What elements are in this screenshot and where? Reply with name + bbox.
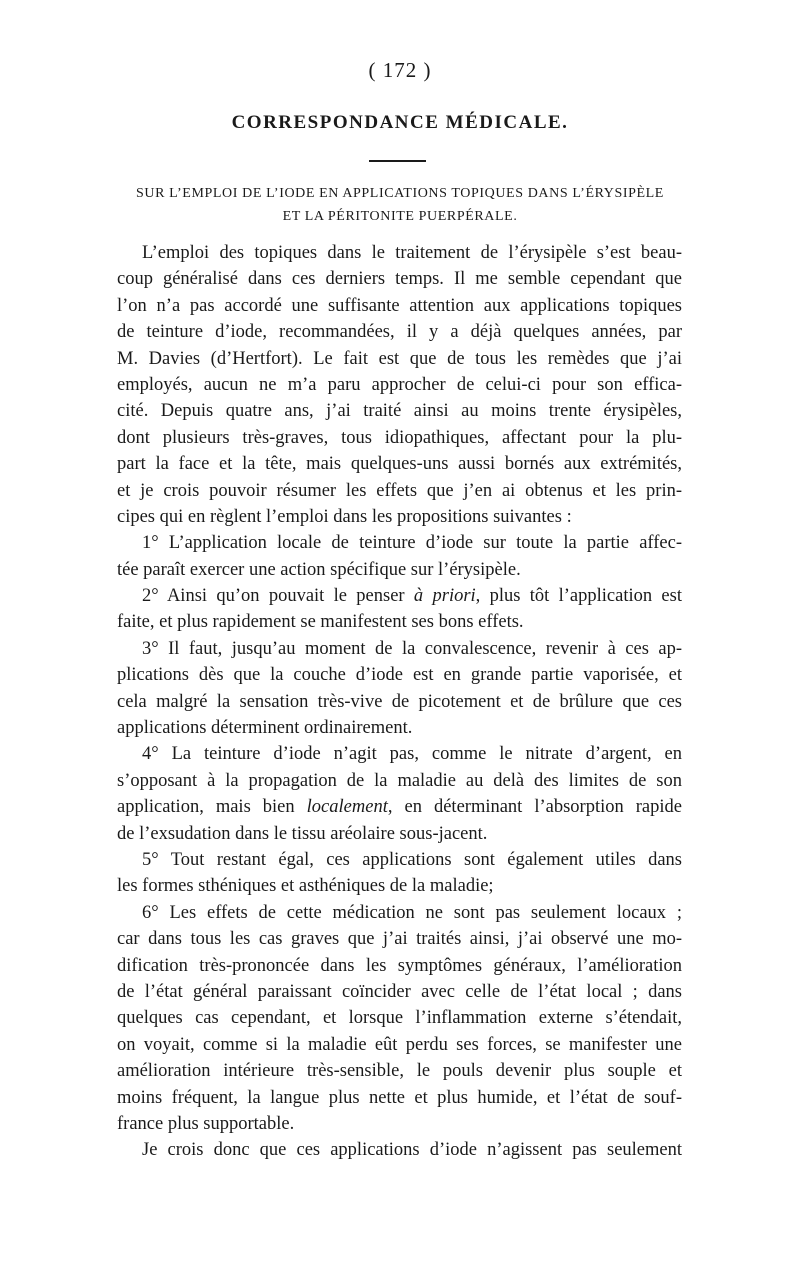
article-subtitle [100,182,700,228]
text-line: de l’exsudation dans le tissu aréolaire sous-jacent. [117,823,488,844]
text-line [117,583,682,609]
text-line: dification très-prononcée dans les symptômes généraux, l’amélioration [117,955,682,976]
text-line: 1° L’application locale de teinture d’iode sur toute la partie affec- [142,533,682,554]
text-line: les formes sthéniques et asthéniques de la maladie; [117,876,494,897]
text-line: 6° Les effets de cette médication ne sont pas seulement locaux ; [142,902,682,923]
text-line: on voyait, comme si la maladie eût perdu ses forces, se manifester une [117,1034,682,1055]
text-line: applications déterminent ordinairement. [117,718,413,739]
heading-divider [369,160,426,162]
text-line: de l’état général paraissant coïncider avec celle de l’état local ; dans [117,981,682,1002]
text-line: car dans tous les cas graves que j’ai traités ainsi, j’ai observé une mo- [117,929,682,950]
text-line: de teinture d’iode, recommandées, il y a déjà quelques années, par [117,322,682,343]
text-line: M. Davies (d’Hertfort). Le fait est que de tous les remèdes que j’ai [117,348,682,369]
text-line: cité. Depuis quatre ans, j’ai traité ainsi au moins trente érysipèles, [117,401,682,422]
italic-phrase: à priori [413,586,476,607]
section-heading: CORRESPONDANCE MÉDICALE. [231,112,569,133]
subtitle-line-1: SUR L’EMPLOI DE L’IODE EN APPLICATIONS TOPIQUES DANS L’ÉRYSIPÈLE [136,186,664,201]
text-line: 4° La teinture d’iode n’agit pas, comme le nitrate d’argent, en [142,744,682,765]
text-line: Je crois donc que ces applications d’iode n’agissent pas seulement [142,1140,682,1161]
text-line: france plus supportable. [117,1113,295,1134]
text-line [117,794,682,820]
text-line: quelques cas cependant, et lorsque l’inflammation externe s’étendait, [117,1008,682,1029]
text-line: employés, aucun ne m’a paru approcher de celui-ci pour son effica- [117,374,682,395]
text-line: cipes qui en règlent l’emploi dans les propositions suivantes : [117,506,572,527]
text-line: tée paraît exercer une action spécifique sur l’érysipèle. [117,559,521,580]
text-segment: application, mais bien [117,797,307,818]
page-number: ( 172 ) [368,58,432,82]
text-line: coup généralisé dans ces derniers temps. Il me semble cependant que [117,269,682,290]
text-line: 3° Il faut, jusqu’au moment de la convalescence, revenir à ces ap- [142,638,682,659]
text-segment: 2° Ainsi qu’on pouvait le penser [142,586,414,607]
subtitle-line-2: ET LA PÉRITONITE PUERPÉRALE. [282,209,518,224]
text-line: s’opposant à la propagation de la maladie au delà des limites de son [117,770,682,791]
text-line: plications dès que la couche d’iode est en grande partie vaporisée, et [117,665,682,686]
text-line: part la face et la tête, mais quelques-uns aussi bornés aux extrémités, [117,454,682,475]
text-line: moins fréquent, la langue plus nette et plus humide, et l’état de souf- [117,1087,682,1108]
text-line: faite, et plus rapidement se manifestent ses bons effets. [117,612,524,633]
text-line: L’emploi des topiques dans le traitement de l’érysipèle s’est beau- [142,243,682,263]
text-line: cela malgré la sensation très-vive de picotement et de brûlure que ces [117,691,682,712]
text-line: amélioration intérieure très-sensible, le pouls devenir plus souple et [117,1061,682,1082]
text-line: et je crois pouvoir résumer les effets que j’en ai obtenus et les prin- [117,480,682,501]
text-line: 5° Tout restant égal, ces applications sont également utiles dans [142,849,682,870]
text-segment: , en déterminant l’absorption rapide [387,797,682,818]
italic-phrase: localement [306,797,388,818]
text-segment: , plus tôt l’application est [475,586,682,607]
text-line: l’on n’a pas accordé une suffisante attention aux applications topiques [117,295,682,316]
article-body [117,240,682,1164]
text-line: dont plusieurs très-graves, tous idiopathiques, affectant pour la plu- [117,427,682,448]
